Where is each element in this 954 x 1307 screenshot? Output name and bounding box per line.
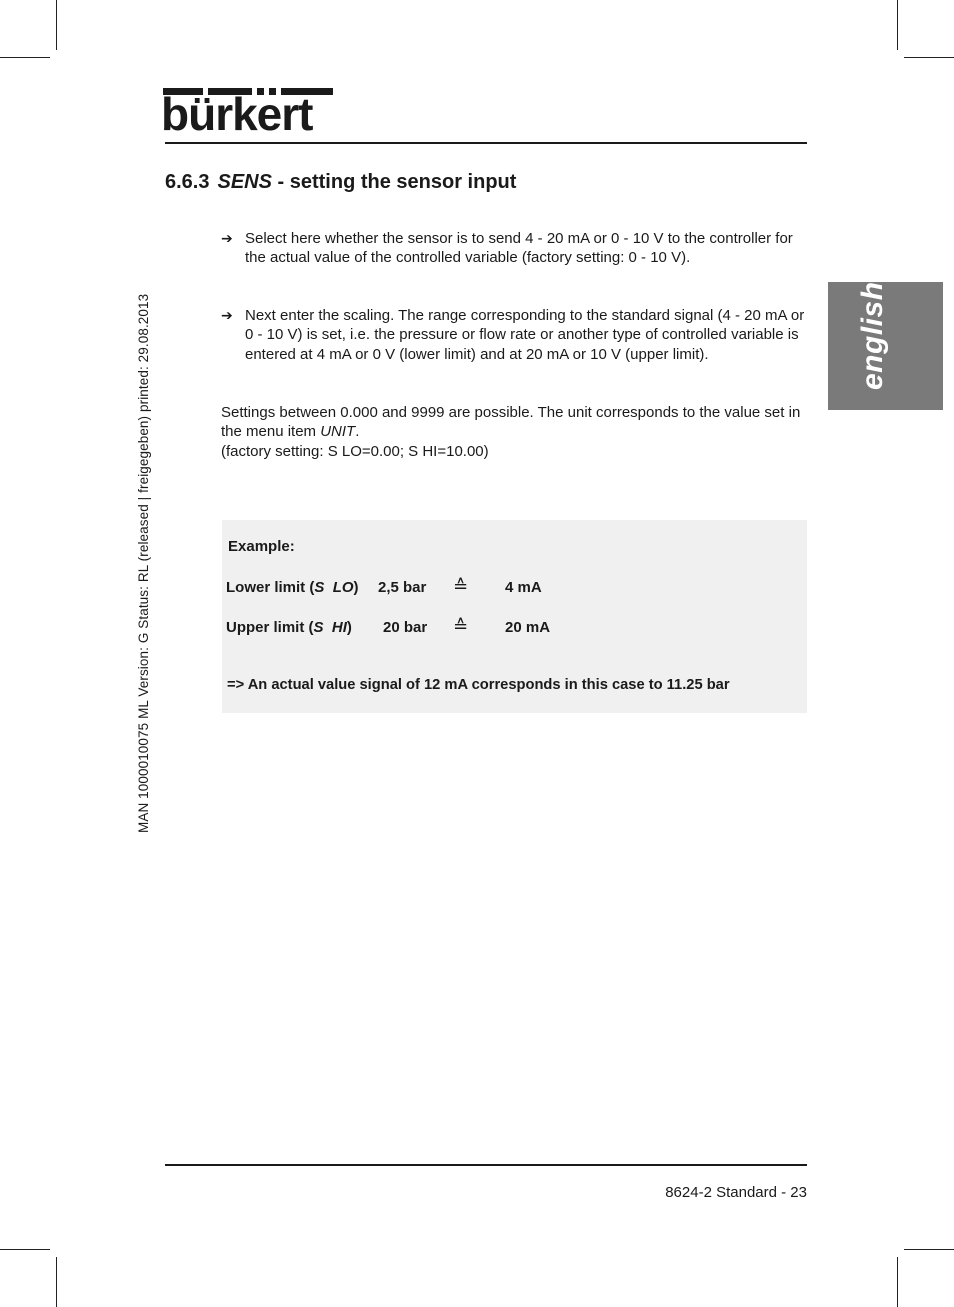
- crop-mark: [0, 1249, 50, 1250]
- arrow-icon: ➔: [221, 307, 233, 323]
- brand-logo: [163, 88, 333, 140]
- menu-item-name: UNIT: [320, 423, 356, 441]
- upper-limit-current: 20 mA: [505, 619, 551, 636]
- arrow-icon: ➔: [221, 230, 233, 246]
- crop-mark: [904, 57, 954, 58]
- corresponds-icon: ≙: [453, 616, 469, 636]
- language-tab-label: english: [856, 281, 889, 390]
- upper-limit-label: Upper limit (S HI): [226, 619, 352, 636]
- upper-limit-pressure: 20 bar: [383, 619, 428, 636]
- section-title: [165, 171, 516, 194]
- bullet-item: [221, 229, 806, 268]
- example-conclusion: => An actual value signal of 12 mA corresponds in this case to 11.25 bar: [227, 677, 730, 693]
- bullet-text: Select here whether the sensor is to send 4 - 20 mA or 0 - 10 V to the controller for the actual value of the controlled variable (factory setting: 0 - 10 V).: [245, 230, 793, 267]
- corresponds-icon: ≙: [453, 576, 469, 596]
- footer-rule: [165, 1164, 807, 1166]
- bullet-item: [221, 306, 806, 364]
- example-box: [222, 520, 807, 713]
- crop-mark: [904, 1249, 954, 1250]
- lower-limit-current: 4 mA: [505, 579, 542, 596]
- logo-text: bürkert: [161, 88, 313, 140]
- lower-limit-label: Lower limit (S LO): [226, 579, 359, 596]
- crop-mark: [0, 57, 50, 58]
- crop-mark: [56, 1257, 57, 1307]
- section-keyword: SENS: [217, 171, 272, 193]
- language-tab: [828, 282, 943, 410]
- document-status-note: MAN 1000010075 ML Version: G Status: RL (released | freigegeben) printed: 29.08.2013: [136, 293, 151, 833]
- bullet-text: Next enter the scaling. The range corresponding to the standard signal (4 - 20 mA or 0 - 10 V) is set, i.e. the pressure or flow rate or another type of controlled variable is entered at 4 mA or 0 V (lower limit) and at 20 mA or 10 V (upper limit).: [245, 307, 805, 363]
- header-rule: [165, 142, 807, 144]
- page-footer: 8624-2 Standard - 23: [665, 1184, 807, 1201]
- crop-mark: [897, 0, 898, 50]
- settings-text: Settings between 0.000 and 9999 are possible. The unit corresponds to the value set in the menu item: [221, 404, 801, 441]
- example-heading: Example:: [228, 538, 295, 555]
- section-title-text: - setting the sensor input: [271, 171, 517, 193]
- settings-paragraph: Settings between 0.000 and 9999 are possible. The unit corresponds to the value set in the menu item UNIT. (factory setting: S LO=0.00; S HI=10.00): [221, 404, 801, 460]
- factory-setting-text: (factory setting: S LO=0.00; S HI=10.00): [221, 442, 489, 460]
- crop-mark: [56, 0, 57, 50]
- lower-limit-pressure: 2,5 bar: [378, 579, 427, 596]
- section-number: 6.6.3: [165, 171, 210, 193]
- crop-mark: [897, 1257, 898, 1307]
